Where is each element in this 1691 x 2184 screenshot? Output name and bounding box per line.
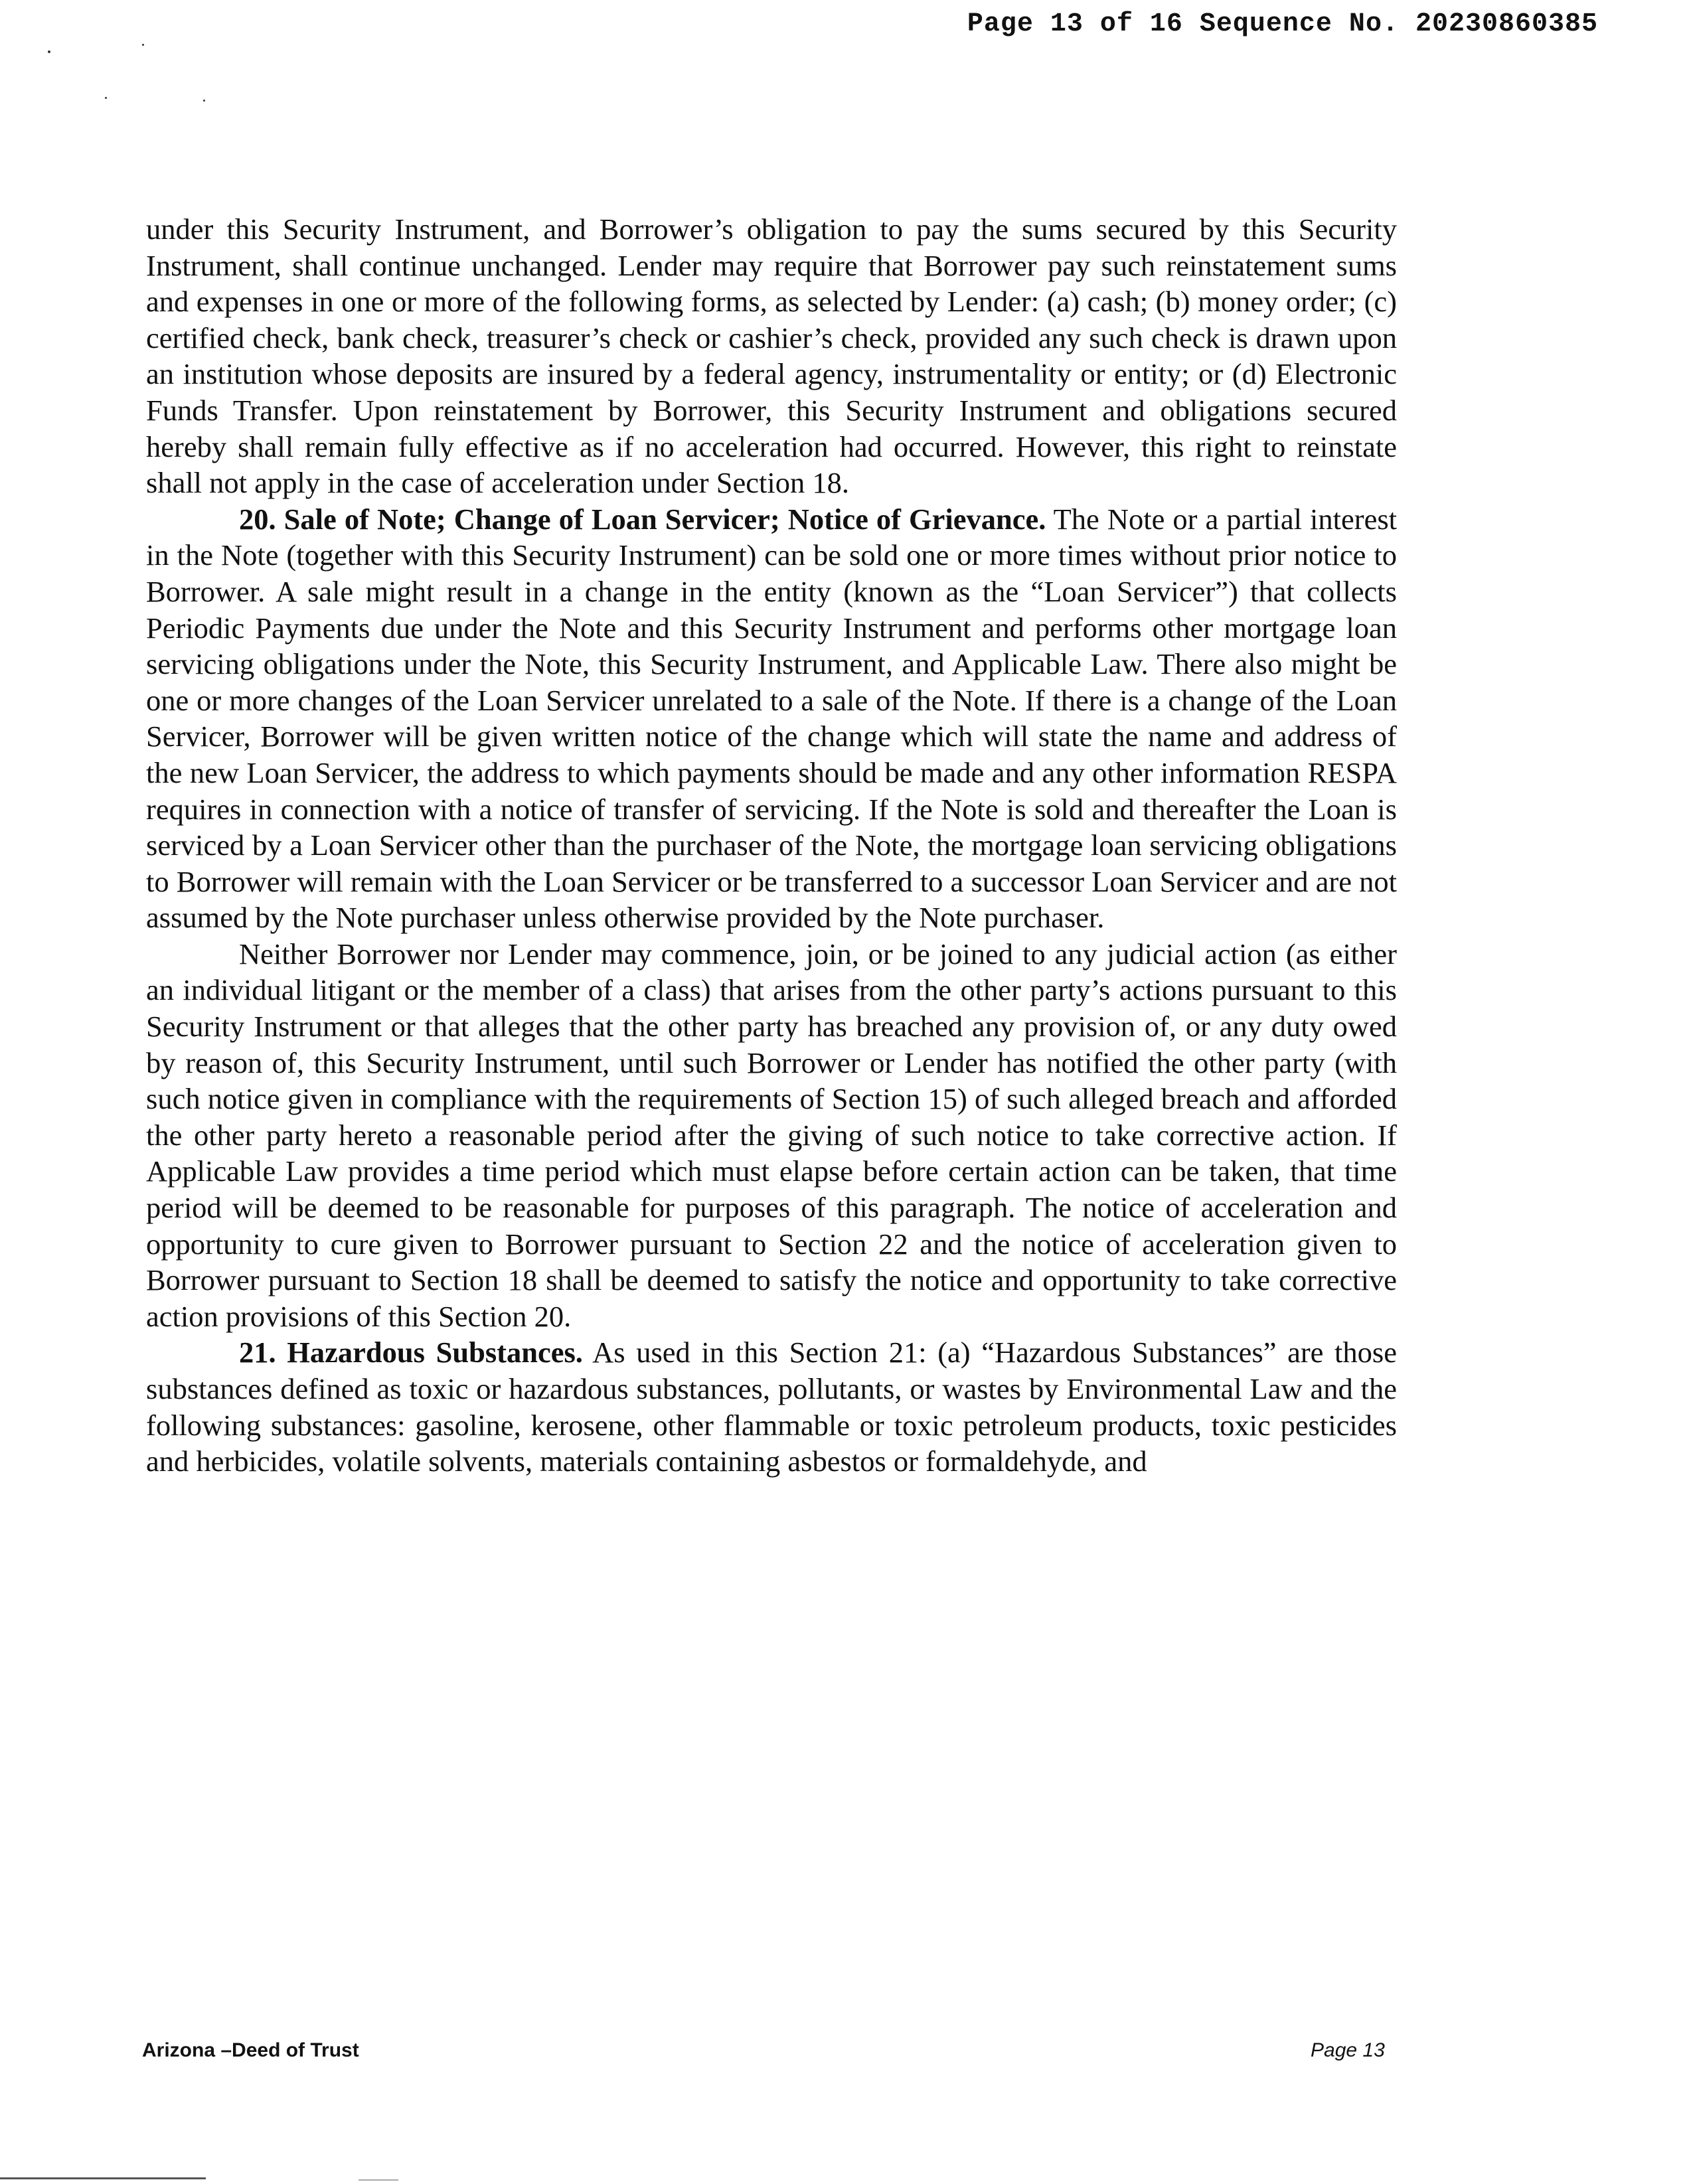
paragraph-judicial-action: Neither Borrower nor Lender may commence, join, or be joined to any judicial action (as either an individual litigant or the member of a class) that arises from the other party’s actions pursuant to this Security Instrument or that alleges that the other party has breached any provision of, or any duty owed by reason of, this Security Instrument, until such Borrower or Lender has notified the other party (with such notice given in compliance with the requirements of Section 15) of such alleged breach and afforded the other party hereto a reasonable period after the giving of such notice to take corrective action. If Applicable Law provides a time period which must elapse before certain action can be taken, that time period will be deemed to be reasonable for purposes of this paragraph. The notice of acceleration and opportunity to cure given to Borrower pursuant to Section 22 and the notice of acceleration given to Borrower pursuant to Section 18 shall be deemed to satisfy the notice and opportunity to take corrective action provisions of this Section 20.	[146, 937, 1397, 1333]
footer-document-title: Arizona –Deed of Trust	[142, 2039, 359, 2061]
scan-edge-line	[0, 2177, 206, 2179]
scan-edge-line	[359, 2179, 398, 2181]
scan-speck	[142, 44, 144, 46]
scan-speck	[48, 50, 50, 53]
document-body	[146, 211, 1397, 1480]
section-21-text: As used in this Section 21: (a) “Hazardous Substances” are those substances defined as toxic or hazardous substances, pollutants, or wastes by Environmental Law and the following substances: gasoline, kerosene, other flammable or toxic petroleum products, toxic pesticides and herbicides, volatile solvents, materials containing asbestos or formaldehyde, and	[146, 1336, 1397, 1478]
paragraph-continuation: under this Security Instrument, and Borrower’s obligation to pay the sums secured by this Security Instrument, shall continue unchanged. Lender may require that Borrower pay such reinstatement sums and expenses in one or more of the following forms, as selected by Lender: (a) cash; (b) money order; (c) certified check, bank check, treasurer’s check or cashier’s check, provided any such check is drawn upon an institution whose deposits are insured by a federal agency, instrumentality or entity; or (d) Electronic Funds Transfer. Upon reinstatement by Borrower, this Security Instrument and obligations secured hereby shall remain fully effective as if no acceleration had occurred. However, this right to reinstate shall not apply in the case of acceleration under Section 18.	[146, 212, 1397, 500]
footer-page-number: Page 13	[1311, 2039, 1385, 2061]
section-20-text: The Note or a partial interest in the Note (together with this Security Instrument) can be sold one or more times without prior notice to Borrower. A sale might result in a change in the entity (known as the “Loan Servicer”) that collects Periodic Payments due under the Note and this Security Instrument and performs other mortgage loan servicing obligations under the Note, this Security Instrument, and Applicable Law. There also might be one or more changes of the Loan Servicer unrelated to a sale of the Note. If there is a change of the Loan Servicer, Borrower will be given written notice of the change which will state the name and address of the new Loan Servicer, the address to which payments should be made and any other information RESPA requires in connection with a notice of transfer of servicing. If the Note is sold and thereafter the Loan is serviced by a Loan Servicer other than the purchaser of the Note, the mortgage loan servicing obligations to Borrower will remain with the Loan Servicer or be transferred to a successor Loan Servicer and are not assumed by the Note purchaser unless otherwise provided by the Note purchaser.	[146, 502, 1397, 935]
page-stamp: Page 13 of 16 Sequence No. 20230860385	[967, 9, 1598, 39]
scan-speck	[203, 100, 205, 102]
section-21-heading: 21. Hazardous Substances.	[239, 1336, 583, 1369]
scan-speck	[105, 97, 107, 99]
section-21	[146, 1334, 1397, 1479]
section-20	[146, 501, 1397, 936]
section-20-heading: 20. Sale of Note; Change of Loan Servicer; Notice of Grievance.	[239, 502, 1046, 536]
